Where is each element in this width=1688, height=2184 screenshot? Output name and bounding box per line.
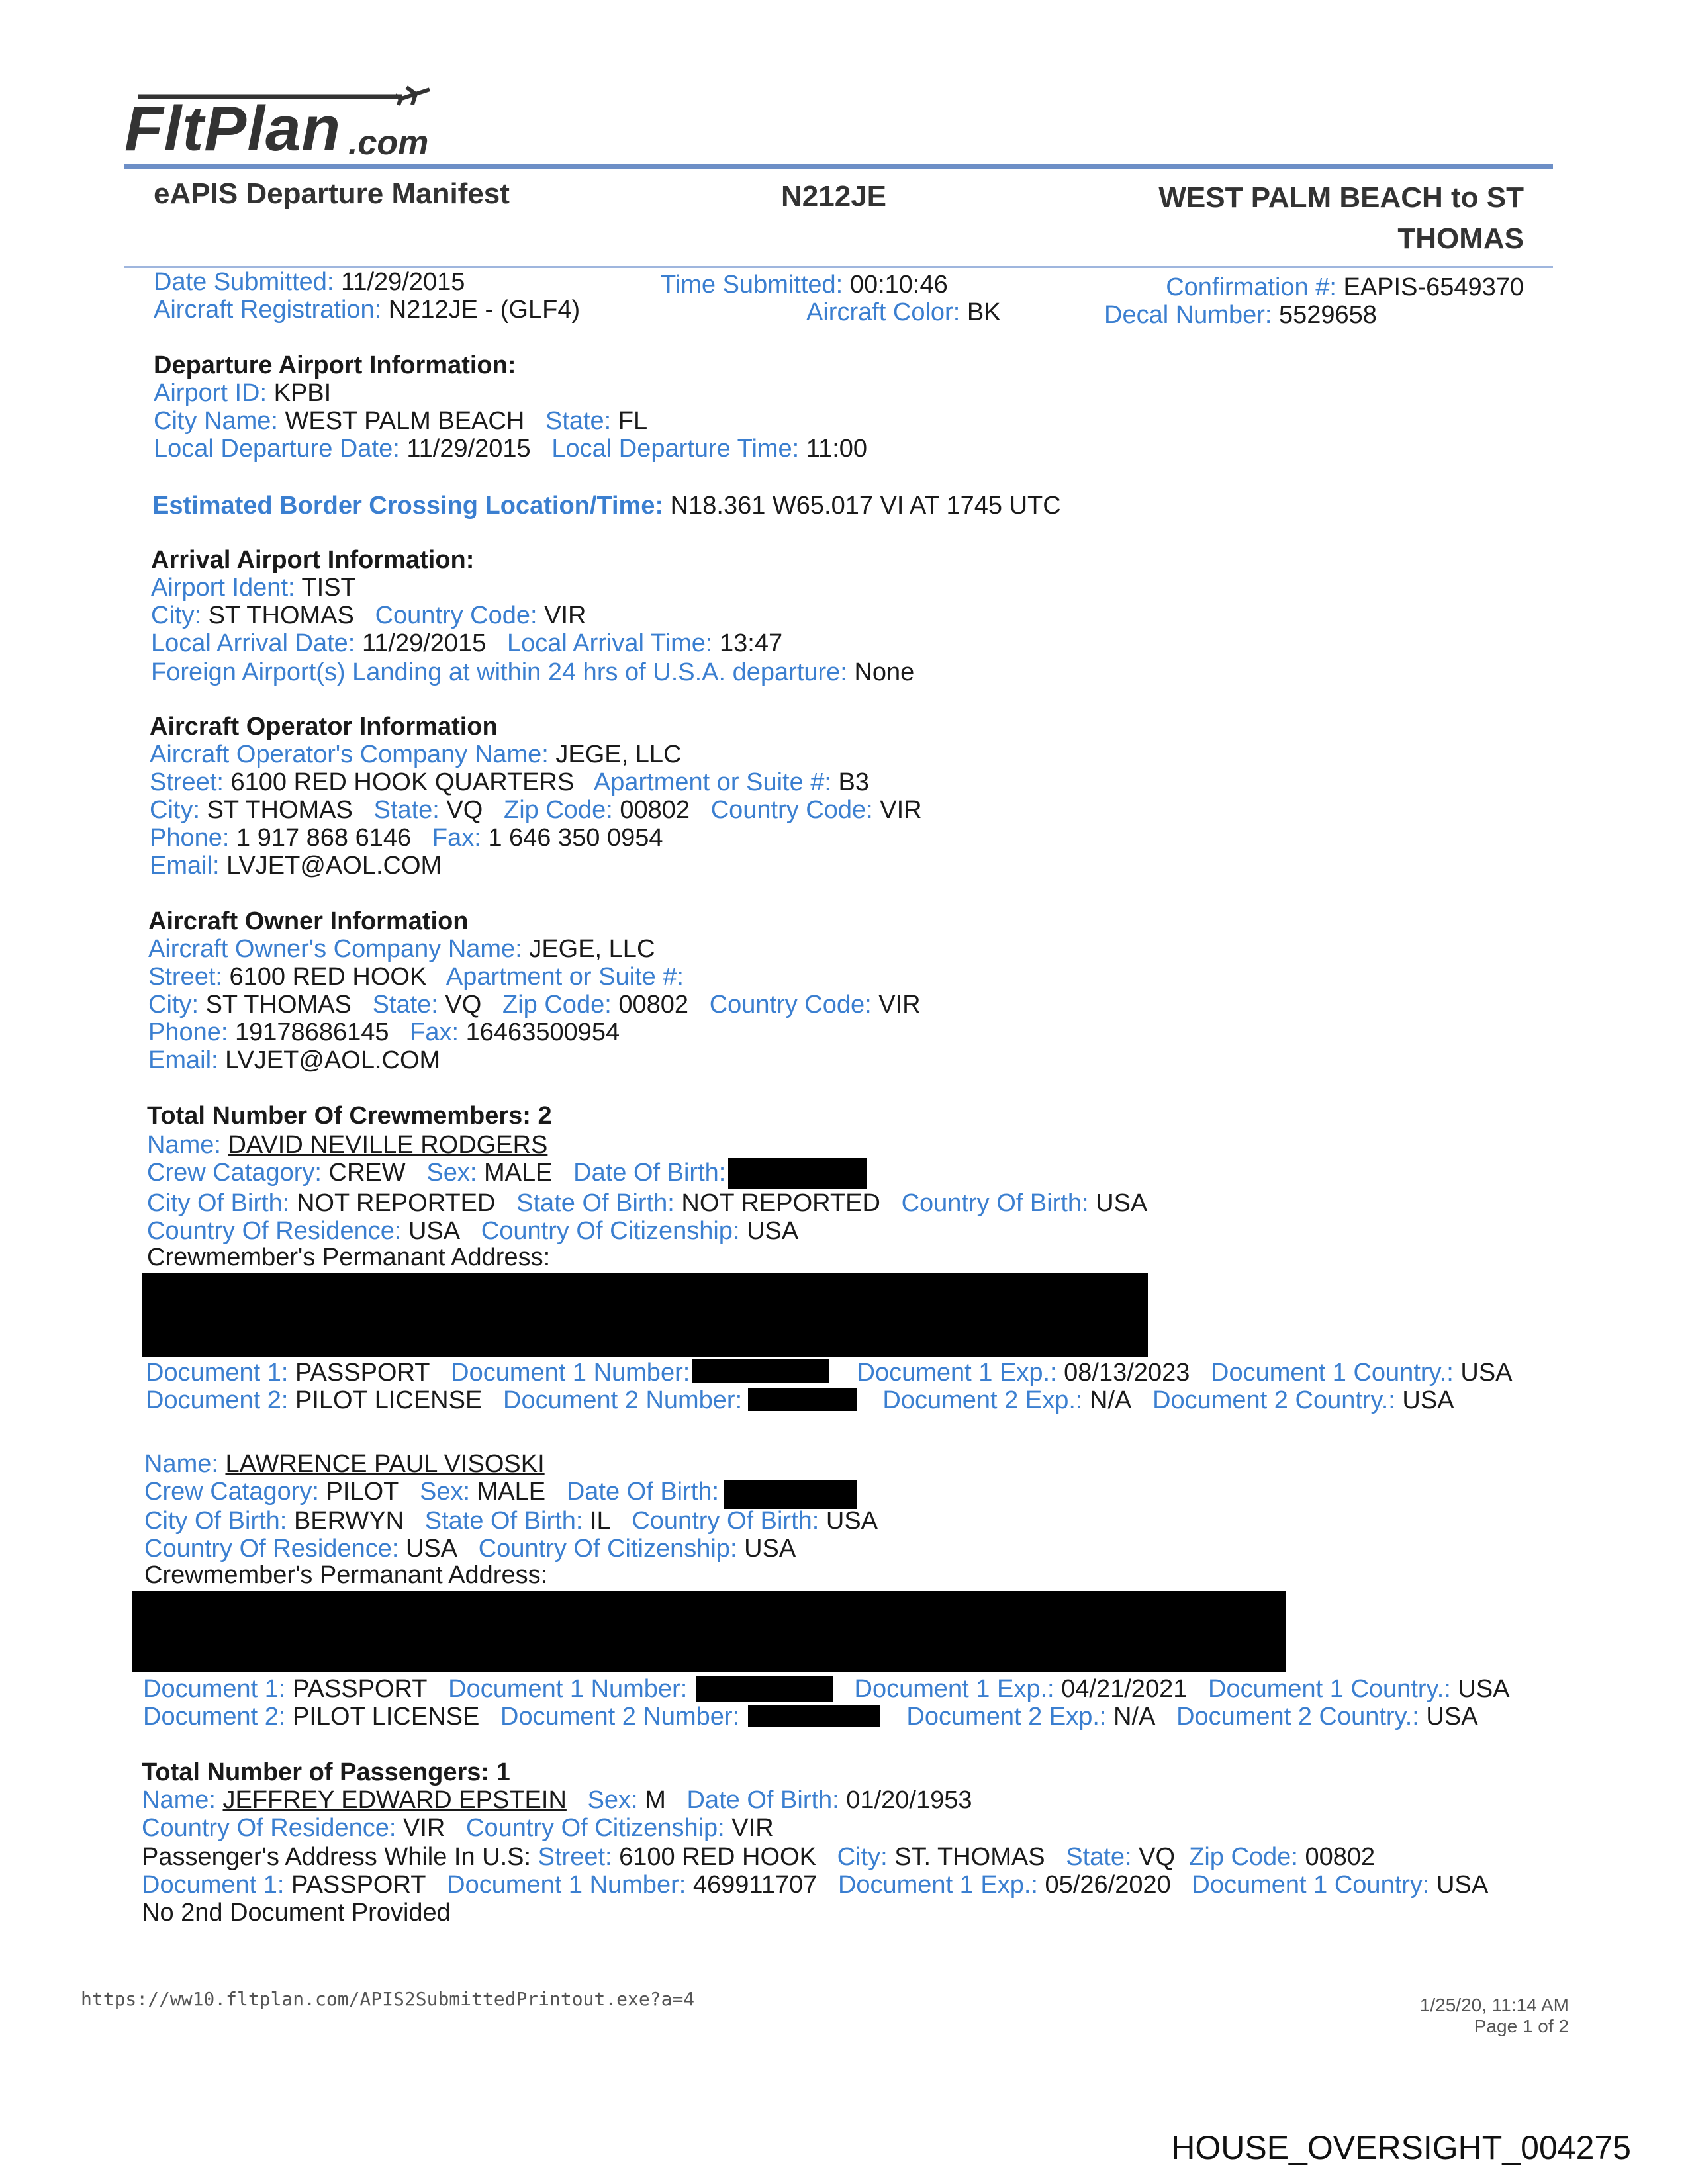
passenger-doc1-row: Document 1: PASSPORT Document 1 Number: 469911707 Document 1 Exp.: 05/26/2020 Document 1 Country: USA — [142, 1871, 1489, 1899]
header-rule — [124, 164, 1553, 169]
route-line-2: THOMAS — [1397, 222, 1524, 255]
aircraft-color: BK — [966, 298, 1001, 326]
meta-row-1-mid: Time Submitted: 00:10:46 — [661, 271, 948, 298]
crew-1-address-label: Crewmember's Permanant Address: — [147, 1244, 551, 1271]
crew-1-category-row: Crew Catagory: CREW Sex: MALE Date Of Birth: — [147, 1159, 726, 1187]
footer-page: Page 1 of 2 — [1474, 2016, 1569, 2036]
owner-heading: Aircraft Owner Information — [148, 907, 469, 935]
crew-1-residence-row: Country Of Residence: USA Country Of Citizenship: USA — [147, 1217, 799, 1245]
crew-2-address-label: Crewmember's Permanant Address: — [144, 1561, 548, 1589]
page-title: eAPIS Departure Manifest — [154, 177, 510, 210]
logo-suffix: .com — [348, 124, 429, 162]
crew-2-birth-row: City Of Birth: BERWYN State Of Birth: IL Country Of Birth: USA — [144, 1507, 878, 1535]
date-submitted: 11/29/2015 — [341, 268, 465, 296]
aircraft-registration: N212JE - (GLF4) — [388, 296, 581, 324]
crew-1-address-redaction — [142, 1273, 1148, 1357]
fltplan-logo — [124, 79, 442, 164]
crew-1-doc1-row: Document 1: PASSPORT Document 1 Number: Document 1 Exp.: 08/13/2023 Document 1 Country.: USA — [146, 1359, 1513, 1387]
arrival-foreign-row: Foreign Airport(s) Landing at within 24 hrs of U.S.A. departure: None — [151, 659, 915, 686]
arrival-datetime-row: Local Arrival Date: 11/29/2015 Local Arrival Time: 13:47 — [151, 629, 783, 657]
passenger-name-row: Name: JEFFREY EDWARD EPSTEIN Sex: M Date Of Birth: 01/20/1953 — [142, 1786, 972, 1814]
meta-row-2-mid: Aircraft Color: BK — [806, 298, 1001, 326]
passengers-heading: Total Number of Passengers: 1 — [142, 1758, 510, 1786]
footer-url: https://ww10.fltplan.com/APIS2SubmittedPrintout.exe?a=4 — [81, 1988, 695, 2010]
owner-phone-row: Phone: 19178686145 Fax: 16463500954 — [148, 1019, 620, 1046]
crew-2-category-row: Crew Catagory: PILOT Sex: MALE Date Of Birth: — [144, 1478, 720, 1506]
operator-heading: Aircraft Operator Information — [150, 713, 498, 741]
time-submitted: 00:10:46 — [849, 271, 948, 298]
owner-email-row: Email: LVJET@AOL.COM — [148, 1046, 441, 1074]
meta-row-1-left: Date Submitted: 11/29/2015 — [154, 268, 465, 296]
passenger-address-row: Passenger's Address While In U.S: Street: 6100 RED HOOK City: ST. THOMAS State: VQ Zip Code: 00802 — [142, 1843, 1376, 1871]
crew-1-birth-row: City Of Birth: NOT REPORTED State Of Birth: NOT REPORTED Country Of Birth: USA — [147, 1189, 1148, 1217]
passenger-residence-row: Country Of Residence: VIR Country Of Citizenship: VIR — [142, 1814, 774, 1842]
tail-number: N212JE — [781, 180, 887, 212]
owner-street-row: Street: 6100 RED HOOK Apartment or Suite #: — [148, 963, 684, 991]
operator-company-row: Aircraft Operator's Company Name: JEGE, LLC — [150, 741, 682, 768]
crew-2-name: LAWRENCE PAUL VISOSKI — [225, 1450, 545, 1478]
operator-phone-row: Phone: 1 917 868 6146 Fax: 1 646 350 0954 — [150, 824, 663, 852]
crew-1-doc1-number-redaction — [692, 1359, 829, 1383]
operator-email-row: Email: LVJET@AOL.COM — [150, 852, 442, 880]
crew-1-doc2-number-redaction — [748, 1388, 857, 1411]
passenger-name: JEFFREY EDWARD EPSTEIN — [222, 1786, 567, 1814]
crew-2-name-row: Name: LAWRENCE PAUL VISOSKI — [144, 1450, 545, 1478]
arrival-heading: Arrival Airport Information: — [151, 546, 475, 574]
meta-row-2-right: Decal Number: 5529658 — [1104, 301, 1377, 329]
meta-row-1-right: Confirmation #: EAPIS-6549370 — [1166, 273, 1524, 301]
departure-datetime-row: Local Departure Date: 11/29/2015 Local Departure Time: 11:00 — [154, 435, 868, 463]
owner-city-row: City: ST THOMAS State: VQ Zip Code: 00802 Country Code: VIR — [148, 991, 921, 1019]
border-crossing-row: Estimated Border Crossing Location/Time: N18.361 W65.017 VI AT 1745 UTC — [152, 492, 1061, 520]
arrival-city-row: City: ST THOMAS Country Code: VIR — [151, 602, 586, 629]
crew-2-dob-redaction — [724, 1480, 857, 1509]
crew-1-doc2-row: Document 2: PILOT LICENSE Document 2 Number: Document 2 Exp.: N/A Document 2 Country.: USA — [146, 1387, 1454, 1414]
footer-datetime: 1/25/20, 11:14 AM — [1419, 1995, 1569, 2015]
arrival-ident-row: Airport Ident: TIST — [151, 574, 356, 602]
decal-number: 5529658 — [1278, 301, 1377, 329]
operator-city-row: City: ST THOMAS State: VQ Zip Code: 00802 Country Code: VIR — [150, 796, 922, 824]
crew-heading: Total Number Of Crewmembers: 2 — [147, 1102, 552, 1130]
crew-2-doc1-number-redaction — [696, 1676, 833, 1702]
crew-2-doc2-row: Document 2: PILOT LICENSE Document 2 Number: Document 2 Exp.: N/A Document 2 Country.: USA — [143, 1703, 1478, 1731]
logo-main: FltPlan — [124, 93, 342, 164]
crew-2-doc1-row: Document 1: PASSPORT Document 1 Number: Document 1 Exp.: 04/21/2021 Document 1 Country.: USA — [143, 1675, 1510, 1703]
passenger-no-doc2: No 2nd Document Provided — [142, 1899, 451, 1927]
crew-2-doc2-number-redaction — [748, 1705, 880, 1727]
meta-row-2-left: Aircraft Registration: N212JE - (GLF4) — [154, 296, 581, 324]
crew-1-name: DAVID NEVILLE RODGERS — [228, 1131, 548, 1159]
operator-street-row: Street: 6100 RED HOOK QUARTERS Apartment or Suite #: B3 — [150, 768, 870, 796]
departure-heading: Departure Airport Information: — [154, 351, 516, 379]
route-line-1: WEST PALM BEACH to ST — [1158, 181, 1524, 214]
crew-2-address-redaction — [132, 1591, 1286, 1672]
crew-1-name-row: Name: DAVID NEVILLE RODGERS — [147, 1131, 548, 1159]
departure-city-row: City Name: WEST PALM BEACH State: FL — [154, 407, 648, 435]
departure-airport-row: Airport ID: KPBI — [154, 379, 332, 407]
owner-company-row: Aircraft Owner's Company Name: JEGE, LLC — [148, 935, 655, 963]
confirmation-number: EAPIS-6549370 — [1343, 273, 1524, 301]
crew-2-residence-row: Country Of Residence: USA Country Of Citizenship: USA — [144, 1535, 796, 1563]
crew-1-dob-redaction — [728, 1158, 867, 1189]
bates-number: HOUSE_OVERSIGHT_004275 — [1171, 2129, 1631, 2166]
